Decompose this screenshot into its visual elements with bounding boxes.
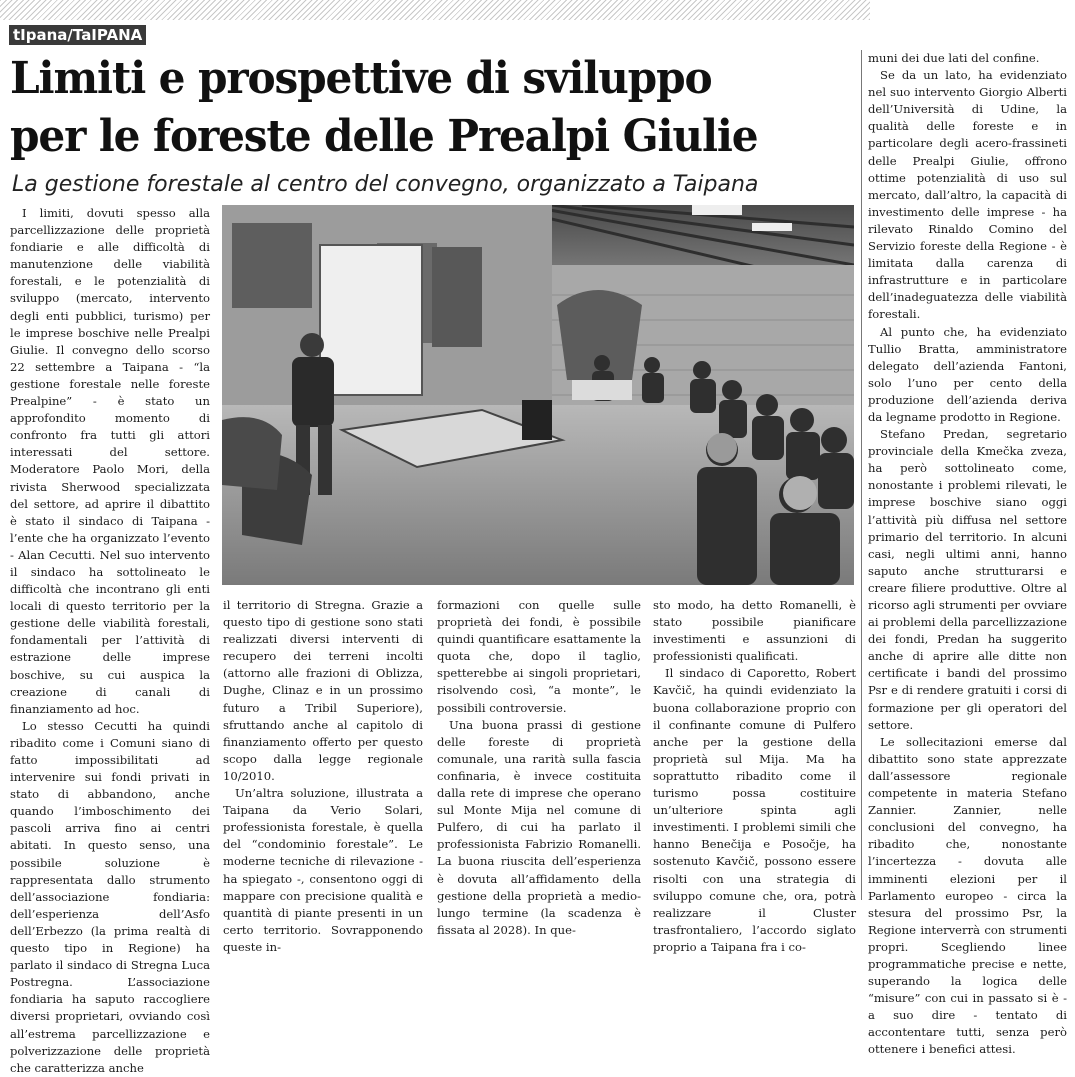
article-column-4 [653, 597, 856, 956]
paragraph: Se da un lato, ha evidenziato nel suo intervento Giorgio Alberti dell’Università di Udine, la qualità delle foreste e in particolare degli acero-frassineti delle Prealpi Giulie, offrono ottime potenzialità di uso sul mercato, dall’altro, la capacità di investimento delle imprese - ha rilevato Rinaldo Comino del Servizio foreste della Regione - è limitata dalla carenza di infrastrutture e in particolare dell’inadeguatezza delle viabilità forestali. [868, 68, 1067, 322]
paragraph: Il sindaco di Caporetto, Robert Kavčič, ha quindi evidenziato la buona collaborazione proprio con il confinante comune di Pulfero anche per la gestione della proprietà sul Mija. Ma ha soprattutto ribadito come il turismo possa costituire un’ulteriore spinta agli investimenti. I problemi simili che hanno Benečija e Posočje, ha sostenuto Kavčič, possono essere risolti con una strategia di sviluppo comune che, ora, potrà realizzare il Cluster trasfrontaliero, l’accordo siglato proprio a Taipana fra i co- [653, 666, 856, 954]
paragraph: formazioni con quelle sulle proprietà dei fondi, è possibile quindi quantificare esattamente la quota che, dopo il taglio, spetterebbe ai singoli proprietari, risolvendo così, “a monte”, le possibili controversie. [437, 598, 641, 715]
headline-line-2: per le foreste delle Prealpi Giulie [10, 111, 758, 162]
article-column-2 [223, 597, 423, 956]
article-column-5 [868, 50, 1067, 1059]
subheadline: La gestione forestale al centro del convegno, organizzato a Taipana [12, 172, 759, 197]
headline-line-1: Limiti e prospettive di sviluppo [10, 53, 712, 104]
headline [10, 50, 826, 166]
paragraph: Un’altra soluzione, illustrata a Taipana da Verio Solari, professionista forestale, è quella del “condominio forestale”. Le moderne tecniche di rilevazione - ha spiegato -, consentono oggi di mappare con precisione qualità e quantità di piante presenti in un certo territorio. Sovrapponendo queste in- [223, 786, 423, 954]
column-rule [861, 50, 862, 900]
conference-photo-illustration [222, 205, 854, 585]
article-column-3 [437, 597, 641, 939]
article-column-1 [10, 205, 210, 1077]
paragraph: sto modo, ha detto Romanelli, è stato possibile pianificare investimenti e assunzioni di professionisti qualificati. [653, 598, 856, 664]
paragraph: Stefano Predan, segretario provinciale della Kmečka zveza, ha però sottolineato come, nonostante i problemi rilevati, le imprese boschive siano oggi l’attività più diffusa nel settore primario del territorio. In alcuni casi, negli ultimi anni, hanno saputo anche strutturarsi e creare filiere produttive. Oltre al ricorso agli strumenti per ovviare ai problemi della parcellizzazione dei fondi, Predan ha suggerito anche di aprire alle ditte non certificate i bandi del prossimo Psr e di rendere gratuiti i corsi di formazione per gli operatori del settore. [868, 427, 1067, 732]
paragraph: Lo stesso Cecutti ha quindi ribadito come i Comuni siano di fatto impossibilitati ad intervenire sui fondi privati in stato di abbandono, anche quando l’imboschimento dei pascoli arriva fino ai centri abitati. In questo senso, una possibile soluzione è rappresentata dallo strumento dell’associazione fondiaria: dell’esperienza dell’Asfo dell’Erbezzo (la prima realtà di questo tipo in Regione) ha parlato il sindaco di Stregna Luca Postregna. L’associazione fondiaria ha saputo raccogliere diversi proprietari, ovviando così all’estrema parcellizzazione e polverizzazione delle proprietà che caratterizza anche [10, 718, 210, 1075]
paragraph: il territorio di Stregna. Grazie a questo tipo di gestione sono stati realizzati diversi interventi di recupero dei terreni incolti (attorno alle frazioni di Oblizza, Dughe, Clinaz e in un prossimo futuro a Tribil Superiore), sfruttando anche al capitolo di finanziamento offerto per questo scopo dalla legge regionale 10/2010. [223, 598, 423, 783]
section-tag: tIpana/TaIPANA [9, 25, 146, 45]
paragraph: muni dei due lati del confine. [868, 51, 1040, 65]
conference-photo [222, 205, 854, 585]
paragraph: I limiti, dovuti spesso alla parcellizzazione delle proprietà fondiarie e alle difficoltà di manutenzione delle viabilità forestali, e le potenzialità di sviluppo (mercato, intervento degli enti pubblici, turismo) per le imprese boschive nelle Prealpi Giulie. Il convegno dello scorso 22 settembre a Taipana - “la gestione forestale nelle foreste Prealpine” - è stato un approfondito momento di confronto fra tutti gli attori interessati del settore. Moderatore Paolo Mori, della rivista Sherwood specializzata del settore, ad aprire il dibattito è stato il sindaco di Taipana - l’ente che ha organizzato l’evento - Alan Cecutti. Nel suo intervento il sindaco ha sottolineato le difficoltà che incontrano gli enti locali di questo territorio per la gestione delle viabilità forestali, fondamentali per l’attività di estrazione delle imprese boschive, su cui auspica la creazione di canali di finanziamento ad hoc. [10, 206, 210, 716]
paragraph: Le sollecitazioni emerse dal dibattito sono state apprezzate dall’assessore regionale competente in materia Stefano Zannier. Zannier, nelle conclusioni del convegno, ha ribadito che, nonostante l’incertezza - dovuta alle imminenti elezioni per il Parlamento europeo - circa la stesura del prossimo Psr, la Regione interverrà con strumenti propri. Scegliendo linee programmatiche precise e nette, superando la logica delle “misure” con cui in passato si è - a suo dire - tentato di accontentare tutti, senza però ottenere i benefici attesi. [868, 734, 1067, 1057]
header-band-gap [870, 0, 1075, 20]
paragraph: Una buona prassi di gestione delle foreste di proprietà comunale, una rarità sulla fascia confinaria, è invece costituita dalla rete di imprese che operano sul Monte Mija nel comune di Pulfero, di cui ha parlato il professionista Fabrizio Romanelli. La buona riuscita dell’esperienza è dovuta all’affidamento della gestione della proprietà a medio-lungo termine (la scadenza è fissata al 2028). In que- [437, 717, 641, 937]
paragraph: Al punto che, ha evidenziato Tullio Bratta, amministratore delegato dell’azienda Fantoni, solo l’uno per cento della produzione dell’azienda deriva da legname prodotto in Regione. [868, 324, 1067, 424]
